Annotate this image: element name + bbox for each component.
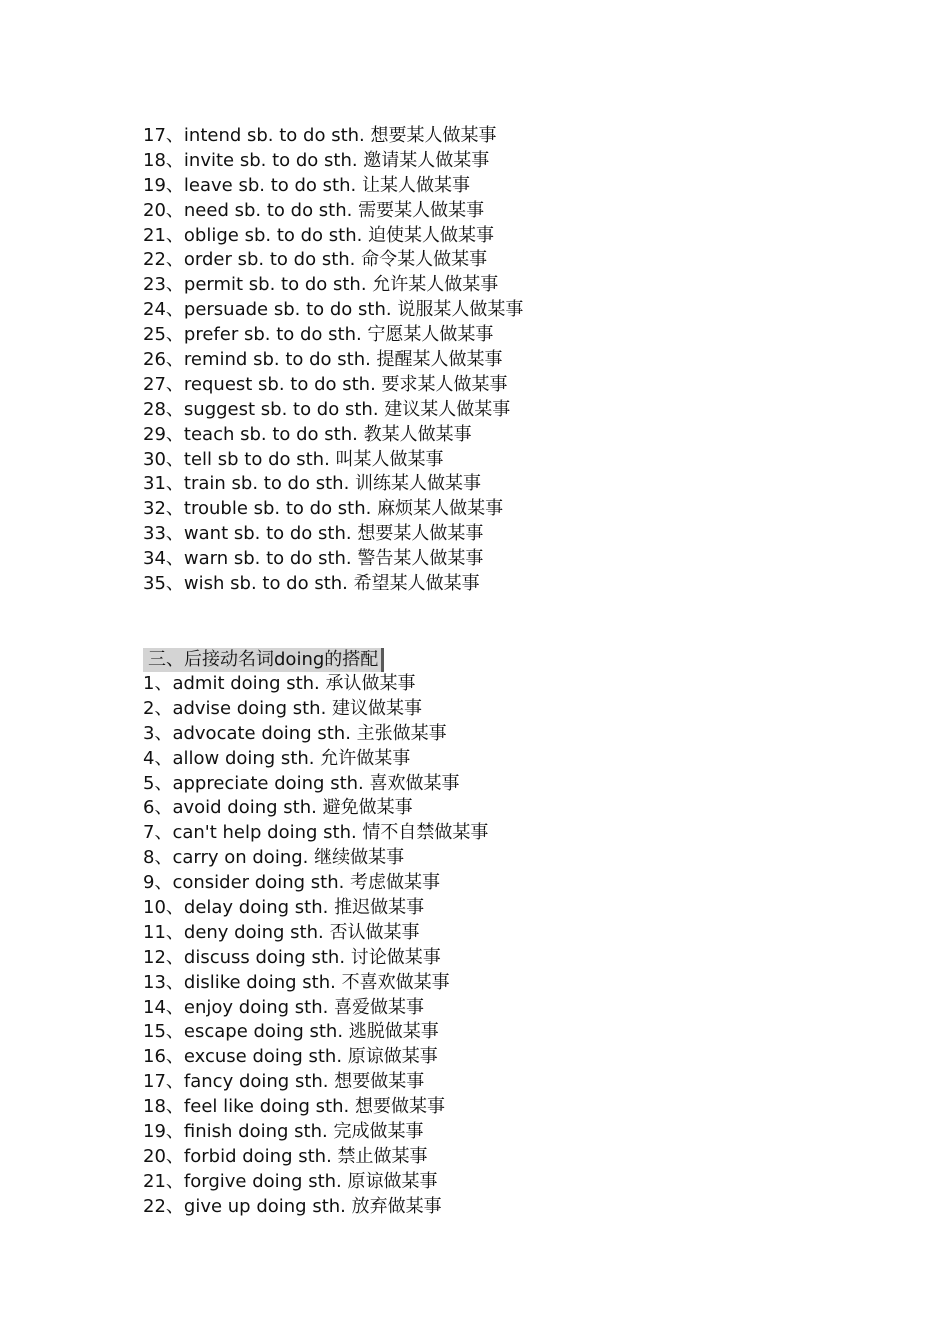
list-item: 13、dislike doing sth. 不喜欢做某事 [143,971,450,993]
list-item: 32、trouble sb. to do sth. 麻烦某人做某事 [143,498,504,520]
list-item: 29、teach sb. to do sth. 教某人做某事 [143,423,472,445]
list-item: 4、allow doing sth. 允许做某事 [143,747,411,769]
list-item: 18、invite sb. to do sth. 邀请某人做某事 [143,149,490,171]
list-item: 15、escape doing sth. 逃脱做某事 [143,1021,439,1043]
list-item: 8、carry on doing. 继续做某事 [143,847,405,869]
list-item: 33、want sb. to do sth. 想要某人做某事 [143,523,484,545]
list-item: 22、order sb. to do sth. 命令某人做某事 [143,249,488,271]
list-item: 17、intend sb. to do sth. 想要某人做某事 [143,125,497,146]
verb-to-do-list [143,124,523,597]
list-item: 1、admit doing sth. 承认做某事 [143,673,416,694]
list-item: 20、need sb. to do sth. 需要某人做某事 [143,199,485,221]
list-item: 19、finish doing sth. 完成做某事 [143,1121,424,1143]
list-item: 9、consider doing sth. 考虑做某事 [143,872,441,894]
list-item: 16、excuse doing sth. 原谅做某事 [143,1046,438,1068]
list-item: 20、forbid doing sth. 禁止做某事 [143,1145,428,1167]
list-item: 21、oblige sb. to do sth. 迫使某人做某事 [143,224,495,246]
list-item: 14、enjoy doing sth. 喜爱做某事 [143,996,425,1018]
list-item: 31、train sb. to do sth. 训练某人做某事 [143,473,482,495]
list-item: 6、avoid doing sth. 避免做某事 [143,797,413,819]
list-item: 22、give up doing sth. 放弃做某事 [143,1195,442,1217]
list-item: 7、can't help doing sth. 情不自禁做某事 [143,822,489,844]
list-item: 25、prefer sb. to do sth. 宁愿某人做某事 [143,324,494,346]
list-item: 35、wish sb. to do sth. 希望某人做某事 [143,573,480,595]
list-item: 3、advocate doing sth. 主张做某事 [143,722,447,744]
list-item: 28、suggest sb. to do sth. 建议某人做某事 [143,398,511,420]
list-item: 26、remind sb. to do sth. 提醒某人做某事 [143,349,503,371]
verb-doing-list [143,672,488,1220]
list-item: 27、request sb. to do sth. 要求某人做某事 [143,373,508,395]
list-item: 34、warn sb. to do sth. 警告某人做某事 [143,548,484,570]
list-item: 11、deny doing sth. 否认做某事 [143,921,420,943]
list-item: 21、forgive doing sth. 原谅做某事 [143,1170,438,1192]
list-item: 24、persuade sb. to do sth. 说服某人做某事 [143,299,524,321]
list-item: 23、permit sb. to do sth. 允许某人做某事 [143,274,499,296]
list-item: 5、appreciate doing sth. 喜欢做某事 [143,772,460,794]
list-item: 12、discuss doing sth. 讨论做某事 [143,946,441,968]
list-item: 2、advise doing sth. 建议做某事 [143,697,423,719]
list-item: 18、feel like doing sth. 想要做某事 [143,1096,445,1118]
list-item: 30、tell sb to do sth. 叫某人做某事 [143,448,444,470]
list-item: 17、fancy doing sth. 想要做某事 [143,1071,425,1093]
section-heading: 三、后接动名词doing的搭配 [143,648,384,672]
list-item: 10、delay doing sth. 推迟做某事 [143,897,425,919]
list-item: 19、leave sb. to do sth. 让某人做某事 [143,174,470,196]
